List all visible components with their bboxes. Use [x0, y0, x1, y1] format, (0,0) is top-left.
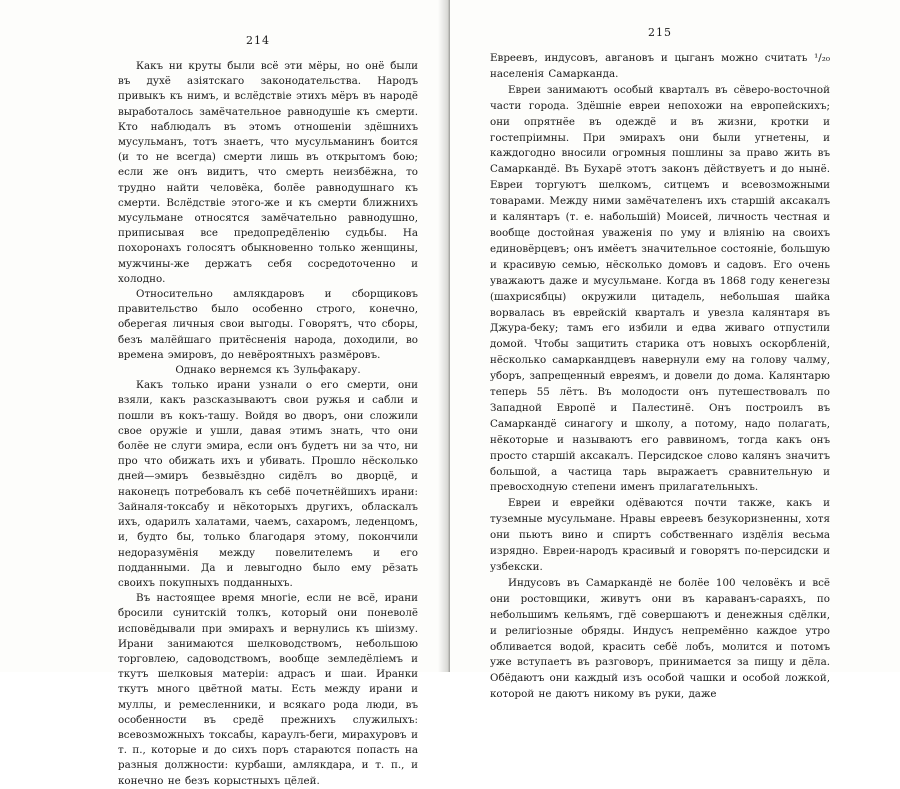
left-page-text	[118, 59, 418, 789]
paragraph: Евреи занимаютъ особый кварталъ въ сёверо-восточной части города. Здёшніе евреи непохожи на европейскихъ; они опрятнёе въ одеждё и въ жизни, кротки и гостепріимны. При эмирахъ они были угнетены, и каждогодно вносили огромныя пошлины за право жить въ Самаркандё. Въ Бухарё этотъ законъ дёйствуетъ и до нынё. Евреи торгуютъ шелкомъ, ситцемъ и всевозможными товарами. Между ними замёчателенъ ихъ старшій аксакалъ и калянтаръ (т. е. набольшій) Моисей, личность честная и вообще достойная уваженія по уму и вліянію на своихъ единовёрцевъ; онъ имёетъ значительное состояніе, большую и красивую семью, нёсколько домовъ и садовъ. Его очень уважаютъ даже и мусульмане. Когда въ 1868 году кенегезы (шахрисябцы) окружили цитадель, небольшая шайка ворвалась въ еврейскій кварталъ и увезла калянтаря въ Джура-беку; тамъ его избили и едва живаго отпустили домой. Чтобы защитить старика отъ новыхъ оскорбленій, нёсколько самаркандцевъ навернули ему на голову чалму, уборъ, запрещенный евреямъ, и довели до дома. Калянтарю теперь 55 лётъ. Въ молодости онъ путешествовалъ по Западной Европё и Палестинё. Онъ построилъ въ Самаркандё синагогу и школу, а потому, надо полагать, нёкоторые и называютъ его раввиномъ, тогда какъ онъ просто старшій аксакалъ. Персидское слово калянъ значитъ большой, а частица тарь выражаетъ сравнительную и превосходную степени именъ прилагательныхъ.	[490, 83, 830, 494]
paragraph: Въ настоящее время многіе, если не всё, ирани бросили сунитскій толкъ, который они поневолё исповёдывали при эмирахъ и вернулись къ шіизму. Ирани занимаются шелководствомъ, небольшою торговлею, садоводствомъ, вообще земледёліемъ и ткутъ шелковыя матеріи: адрасъ и шаи. Иранки ткутъ много цвётной маты. Есть между ирани и муллы, и ремесленники, и всякаго рода люди, въ особенности въ средё прежнихъ служилыхъ: всевозможныхъ токсабы, караулъ-беги, мирахуровъ и т. п., которые и до сихъ поръ стараются попасть на разныя должности: курбаши, амлякдара, и т. п., и конечно не безъ корыстныхъ цёлей.	[118, 592, 418, 787]
paragraph: Какъ ни круты были всё эти мёры, но онё были въ духё азіятскаго законодательства. Народъ привыкъ къ нимъ, и вслёдствіе этихъ мёръ въ народё выработалось замёчательное равнодушіе къ смерти. Кто наблюдалъ въ этомъ отношеніи здёшнихъ мусульманъ, тотъ знаетъ, что мусульманинъ боится (и то не всегда) смерти лишь въ открытомъ бою; если же онъ видитъ, что смерть неизбёжна, то трудно найти человёка, болёе равнодушнаго къ смерти. Вслёдствіе этого-же и къ смерти ближнихъ мусульмане относятся замёчательно равнодушно, приписывая все предопредёленію судьбы. На похоронахъ голосятъ обыкновенно только женщины, мужчины-же держатъ себя сосредоточенно и холодно.	[118, 60, 418, 285]
paragraph: Евреи и еврейки одёваются почти также, какъ и туземные мусульмане. Нравы евреевъ безукоризненны, хотя они пьютъ вино и спиртъ собственнаго издёлія весьма изрядно. Евреи-народъ красивый и говорятъ по-персидски и узбекски.	[490, 497, 830, 573]
right-page-text	[490, 51, 830, 703]
right-page	[450, 0, 900, 701]
left-page	[0, 0, 450, 787]
paragraph: Относительно амлякдаровъ и сборщиковъ правительство было особенно строго, конечно, оберегая личныя свои выгоды. Говорятъ, что сборы, безъ малёйшаго притёсненія народа, доходили, во времена эмировъ, до невёроятныхъ размёровъ.	[118, 288, 418, 361]
page-number-right: 215	[648, 26, 672, 39]
paragraph: Однако вернемся къ Зульфакару.	[175, 364, 361, 377]
page-number-left: 214	[246, 34, 270, 47]
paragraph: Какъ только ирани узнали о его смерти, они взяли, какъ разсказываютъ свои ружья и сабли и пошли въ кокъ-ташу. Войдя во дворъ, они сложили свое оружіе и ушли, давая этимъ знать, что они болёе не слуги эмира, если онъ будетъ ни за что, ни про что обижать ихъ и убивать. Прошло нёсколько дней—эмиръ безвыёздно сидёлъ во дворцё, и наконецъ потребовалъ къ себё почетнёйшихъ ирани: Зайналя-токсабу и нёкоторыхъ другихъ, обласкалъ ихъ, одарилъ халатами, чаемъ, сахаромъ, леденцомъ, и, будто бы, только благодаря этому, покончили недоразумёнія между повелителемъ и его подданными. Да и левыгодно было ему рёзать своихъ покупныхъ подданныхъ.	[118, 379, 418, 589]
paragraph: Индусовъ въ Самаркандё не болёе 100 человёкъ и всё они ростовщики, живутъ они въ караванъ-сараяхъ, по небольшимъ кельямъ, гдё совершаютъ и денежныя сдёлки, и религіозные обряды. Индусъ непремённо каждое утро обливается водой, красить себё лобъ, молится и потомъ уже вступаетъ въ разговоръ, принимается за пищу и дёла. Обёдаютъ они каждый изъ особой чашки и особой ложкой, которой не даютъ никому въ руки, даже	[490, 576, 830, 701]
paragraph: Евреевъ, индусовъ, авгановъ и цыганъ можно считать ¹/₂₀ населенія Самарканда.	[490, 52, 830, 80]
